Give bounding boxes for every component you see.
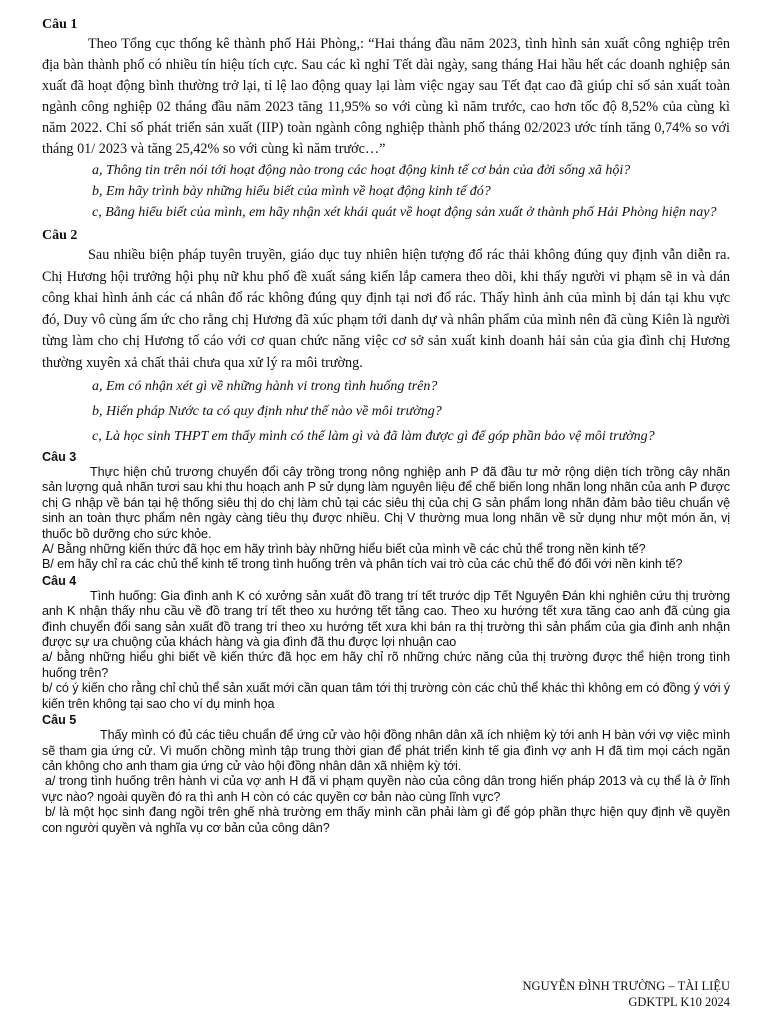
- footer-author-line: NGUYỄN ĐÌNH TRƯỜNG – TÀI LIỆU: [522, 979, 730, 993]
- question-3-body: Thực hiện chủ trương chuyển đổi cây trồng trong nông nghiệp anh P đã đầu tư mở rộng diện tích trồng cây nhãn sản lượng quả nhãn tươi sau khi thu hoạch anh P sử dụng làm nguyên liệu để chế biến long nhãn long nhãn của anh P được chị G nhập về bán tại hệ thống siêu thị do chị làm chủ tại các siêu thị của chị G sản phẩm long nhãn đảm bảo tiêu chuẩn vệ sinh an toàn thực phẩm nên ngày càng tiêu thụ được nhiều. Chị V thường mua long nhãn về sử dụng như một món ăn, vị thuốc bồ dưỡng cho sức khỏe.: [42, 465, 730, 541]
- question-5-part-b: b/ là một học sinh đang ngồi trên ghế nhà trường em thấy mình cần phải làm gì để góp phần thực hiện quy định về quyền con người quyền và nghĩa vụ cơ bản của công dân?: [42, 805, 730, 835]
- question-2-heading: Câu 2: [42, 228, 78, 243]
- question-1-body: Theo Tổng cục thống kê thành phố Hải Phòng,: “Hai tháng đầu năm 2023, tình hình sản xuất công nghiệp trên địa bàn thành phố có nhiều tín hiệu tích cực. Sau các kì nghỉ Tết dài ngày, sang tháng Hai hầu hết các doanh nghiệp sản xuất đã hoạt động bình thường trở lại, tỉ lệ lao động quay lại làm việc ngay sau Tết đạt cao đã giúp chỉ số sản xuất toàn ngành công nghiệp 02 tháng đầu năm 2023 tăng 11,95% so với cùng kì năm trước, cao hơn tốc độ 8,52% của cùng kì năm 2022. Chỉ số phát triển sản xuất (IIP) toàn ngành công nghiệp thành phố tháng 02/2023 ước tính tăng 0,74% so với tháng 01/ 2023 và tăng 25,42% so với cùng kì năm trước…”: [42, 36, 730, 157]
- question-1-part-b: b, Em hãy trình bày những hiểu biết của mình về hoạt động kinh tế đó?: [92, 184, 491, 199]
- question-4-part-a: a/ bằng những hiểu ghi biết về kiến thức đã học em hãy chỉ rõ những chức năng của thị trường được thể hiện trong tình huống trên?: [42, 650, 730, 680]
- question-3: [42, 449, 730, 573]
- question-1-heading: Câu 1: [42, 17, 78, 32]
- question-4-body: Tình huống: Gia đình anh K có xưởng sản xuất đồ trang trí tết trước dịp Tết Nguyên Đán khi nghiên cứu thị trường anh K nhận thấy nhu cầu về đồ trang trí tết theo xu hướng tết tăng cao. Theo xu hướng tết xưa tăng cao anh đã cùng gia đình chuyển đổi sang sản xuất đồ trang trí theo xu hướng tết xưa khi bán ra thị trường thì sản phẩm của gia đình anh nhận được sự ưa chuộng của khách hàng và gia đình đã thu được lợi nhuận cao: [42, 588, 730, 650]
- question-4-heading: Câu 4: [42, 573, 77, 588]
- question-2-part-a: a, Em có nhận xét gì về những hành vi trong tình huống trên?: [92, 379, 438, 394]
- question-3-part-b: B/ em hãy chỉ ra các chủ thể kinh tế trong tình huống trên và phân tích vai trò của các chủ thể đó đối với nền kinh tế?: [42, 557, 683, 572]
- question-4: [42, 573, 730, 712]
- question-1-part-a: a, Thông tin trên nói tới hoạt động nào trong các hoạt động kinh tế cơ bản của đời sống xã hội?: [92, 163, 631, 178]
- question-5-part-a: a/ trong tình huống trên hành vi của vợ anh H đã vi phạm quyền nào của công dân trong hiến pháp 2013 và cụ thể là ở lĩnh vực nào? ngoài quyền đó ra thì anh H còn có các quyền cơ bản nào cùng lĩnh vực?: [42, 774, 730, 804]
- footer-course-line: GDKTPL K10 2024: [628, 995, 730, 1009]
- question-2-body: Sau nhiều biện pháp tuyên truyền, giáo dục tuy nhiên hiện tượng đổ rác thải không đúng quy định vẫn diễn ra. Chị Hương hội trưởng hội phụ nữ khu phố đề xuất sáng kiến lắp camera theo dõi, khi thấy người vi phạm sẽ in và dán công khai hình ảnh các cá nhân đổ rác không đúng quy định tại nơi đổ rác. Thấy hình ảnh của mình bị dán tại khu vực đó, Duy vô cùng ấm ức cho rằng chị Hương đã xúc phạm tới danh dự và nhân phẩm của mình nên đã cùng Kiên là người từng làm cho chị Hương tố cáo với cơ quan chức năng việc cơ sở sản xuất kinh doanh hải sản của gia đình chị Hương thường xuyên xả chất thải chưa qua xử lý ra môi trường.: [42, 247, 730, 371]
- question-1: [42, 16, 730, 223]
- question-5: [42, 712, 730, 836]
- question-3-heading: Câu 3: [42, 450, 77, 464]
- question-3-part-a: A/ Bằng những kiến thức đã học em hãy trình bày những hiểu biết của mình về các chủ thể trong nền kinh tế?: [42, 542, 646, 557]
- question-2: [42, 227, 730, 449]
- question-5-heading: Câu 5: [42, 713, 77, 728]
- question-2-part-b: b, Hiến pháp Nước ta có quy định như thế nào về môi trường?: [92, 404, 442, 419]
- document-footer: [523, 978, 730, 1010]
- document-page: [42, 16, 730, 836]
- question-4-part-b: b/ có ý kiến cho rằng chỉ chủ thể sản xuất mới cần quan tâm tới thị trường còn các chủ thể khác thì không em có đồng ý với ý kiến trên không tại sao cho ví dụ minh họa: [42, 681, 730, 711]
- question-2-part-c: c, Là học sinh THPT em thấy mình có thể làm gì và đã làm được gì để góp phần bảo vệ môi trường?: [92, 429, 655, 444]
- question-5-body: Thấy mình có đủ các tiêu chuẩn để ứng cử vào hội đồng nhân dân xã ích nhiệm kỳ tới anh H bàn với vợ việc mình sẽ tham gia ứng cử. Vì muốn chồng mình tập trung thời gian để phát triển kinh tế gia đình vợ anh H đã tìm mọi cách ngăn cản không cho anh tham gia ứng cử vào hội đồng nhân dân xã nhiệm kỳ tới.: [42, 728, 730, 773]
- question-1-part-c: c, Bằng hiểu biết của mình, em hãy nhận xét khái quát về hoạt động sản xuất ở thành phố Hải Phòng hiện nay?: [92, 205, 717, 220]
